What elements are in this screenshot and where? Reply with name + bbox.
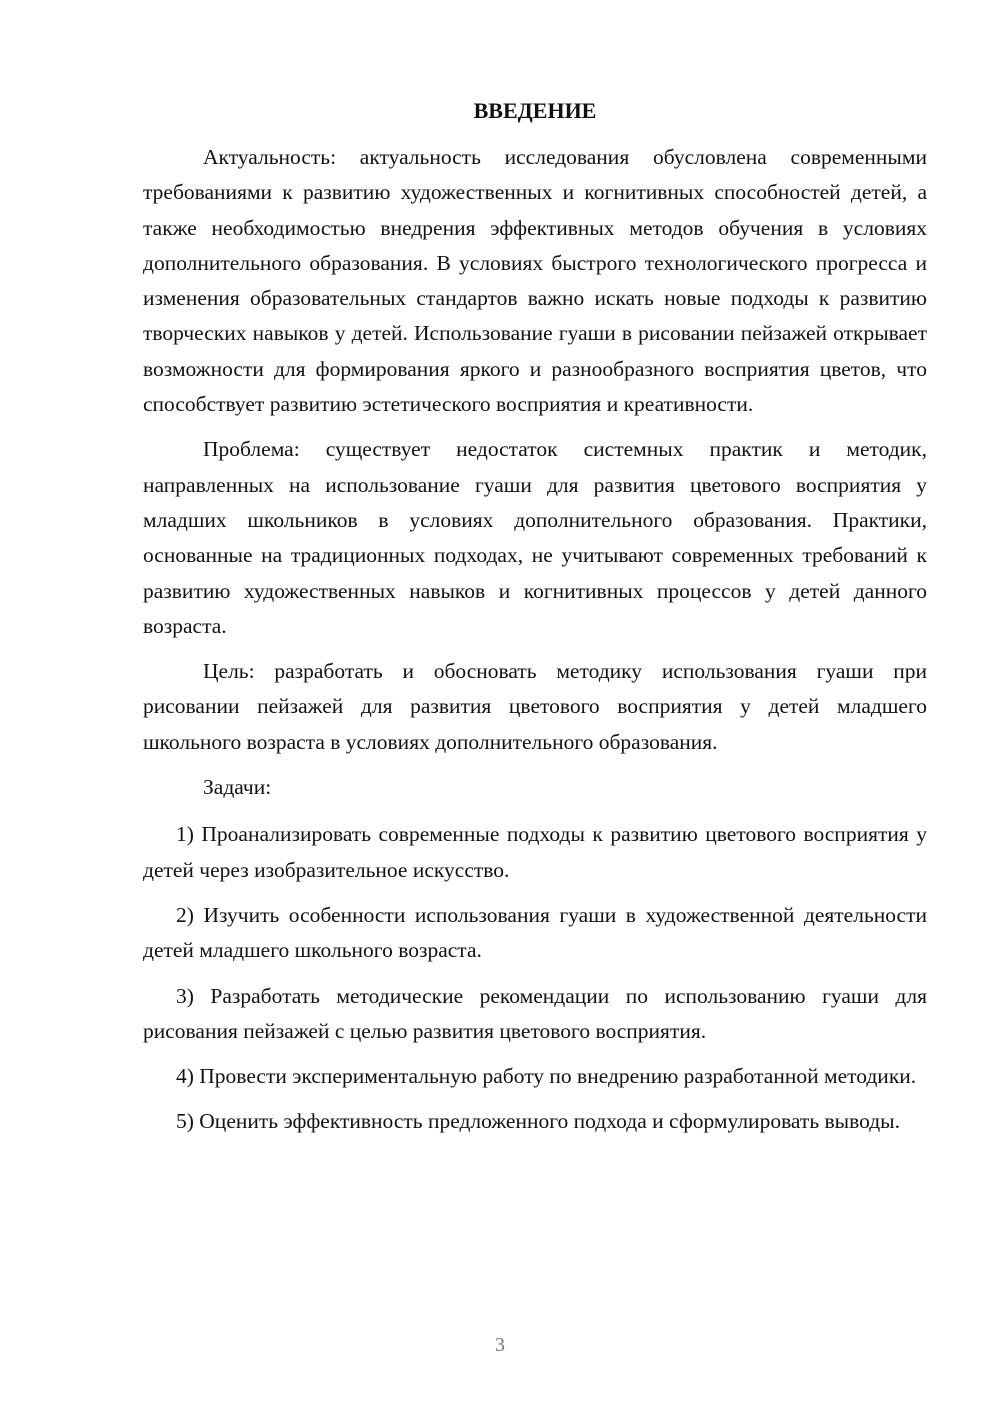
relevance-paragraph: Актуальность: актуальность исследования обусловлена современными требованиями к развитию художественных и когнитивных способностей детей, а также необходимостью внедрения эффективных методов обучения в условиях дополнительного образования. В условиях быстрого технологического прогресса и изменения образовательных стандартов важно искать новые подходы к развитию творческих навыков у детей. Использование гуаши в рисовании пейзажей открывает возможности для формирования яркого и разнообразного восприятия цветов, что способствует развитию эстетического восприятия и креативности. [143, 145, 927, 417]
task-item-5: 5) Оценить эффективность предложенного подхода и сформулировать выводы. [176, 1109, 900, 1134]
task-item-3: 3) Разработать методические рекомендации по использованию гуаши для рисования пейзажей с целью развития цветового восприятия. [143, 983, 927, 1043]
problem-paragraph: Проблема: существует недостаток системных практик и методик, направленных на использование гуаши для развития цветового восприятия у младших школьников в условиях дополнительного образования. Практики, основанные на традиционных подходах, не учитывают современных требований к развитию художественных навыков и когнитивных процессов у детей данного возраста. [143, 437, 927, 638]
task-item-2: 2) Изучить особенности использования гуаши в художественной деятельности детей младшего школьного возраста. [143, 902, 927, 963]
document-page [143, 96, 927, 1150]
tasks-title: Задачи: [203, 775, 272, 800]
task-item-4: 4) Провести экспериментальную работу по внедрению разработанной методики. [176, 1064, 917, 1089]
tasks-list [143, 817, 927, 1139]
task-item-1: 1) Проанализировать современные подходы к развитию цветового восприятия у детей через изобразительное искусство. [143, 822, 927, 882]
goal-paragraph: Цель: разработать и обосновать методику использования гуаши при рисовании пейзажей для развития цветового восприятия у детей младшего школьного возраста в условиях дополнительного образования. [143, 659, 927, 754]
page-number: 3 [495, 1334, 505, 1356]
page-title: ВВЕДЕНИЕ [473, 98, 597, 123]
